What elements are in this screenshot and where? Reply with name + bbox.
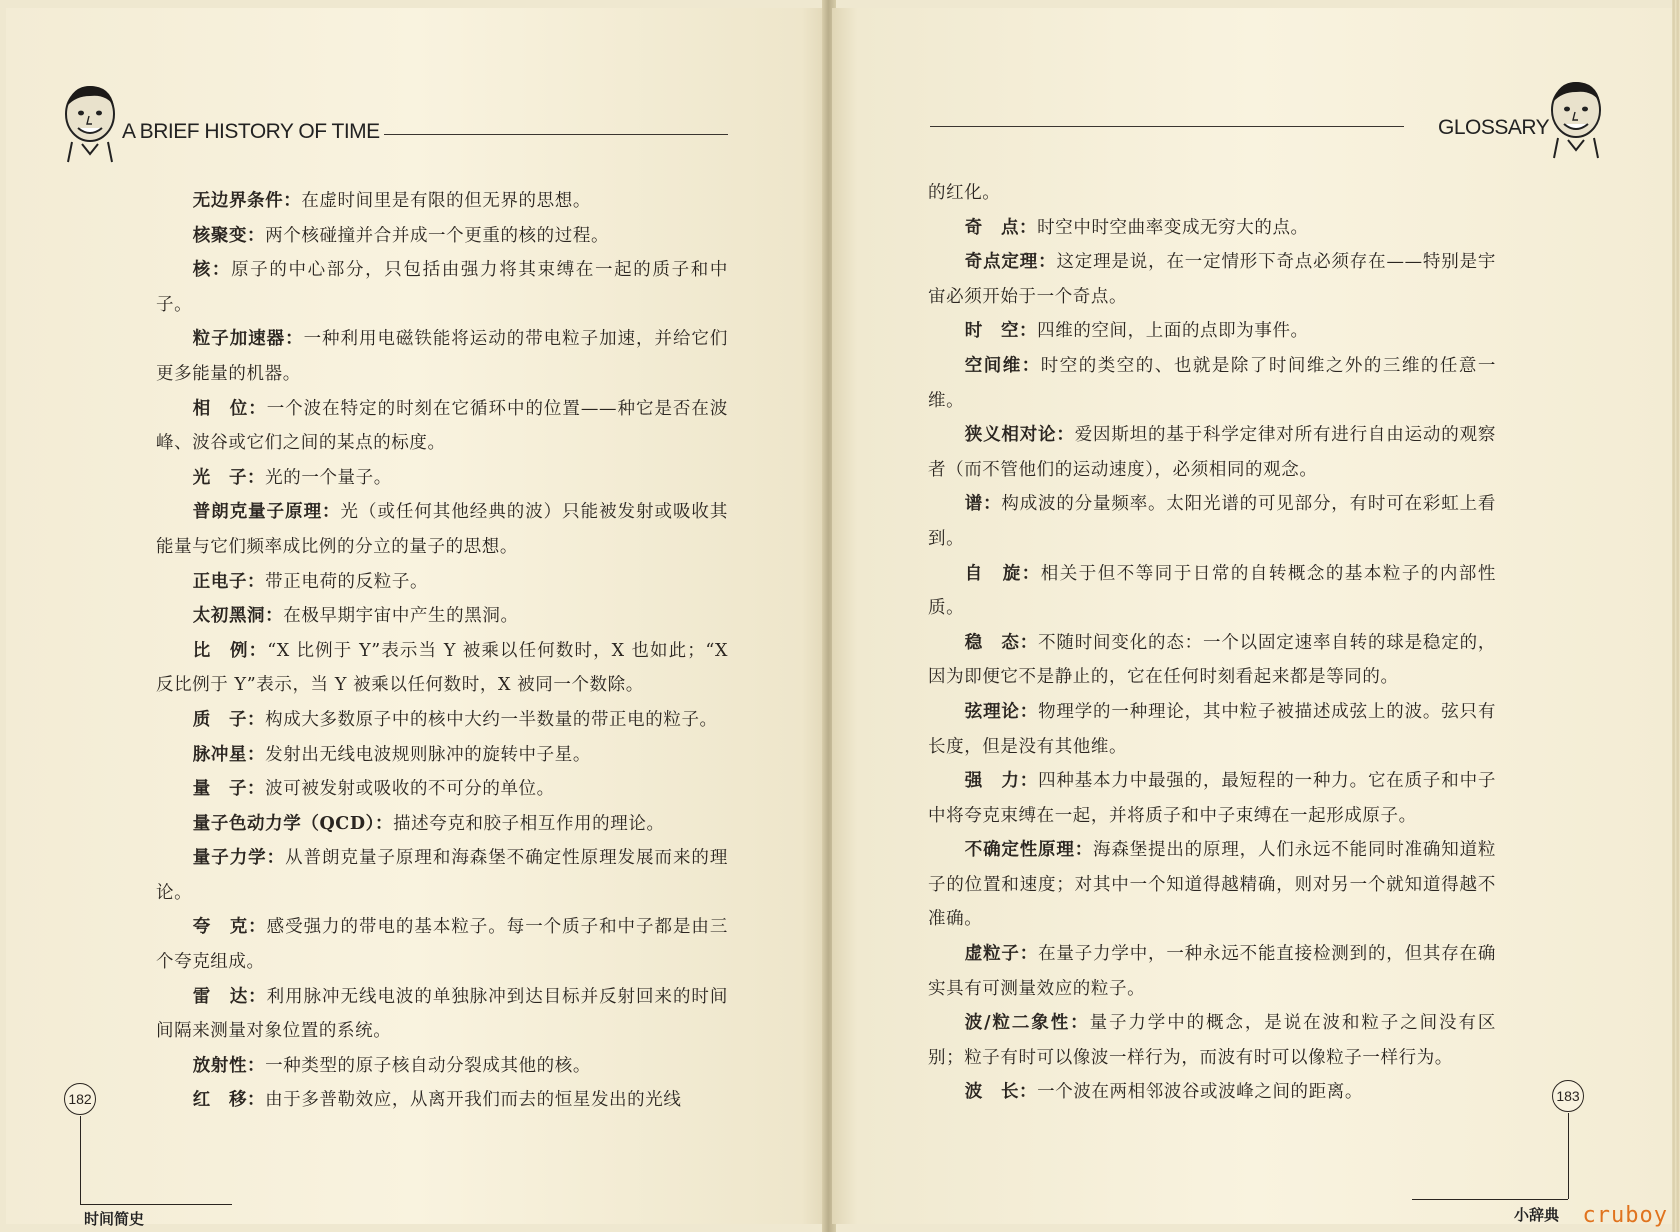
glossary-definition: 构成波的分量频率。太阳光谱的可见部分，有时可在彩虹上看到。 <box>928 494 1496 549</box>
glossary-definition: 利用脉冲无线电波的单独脉冲到达目标并反射回来的时间间隔来测量对象位置的系统。 <box>156 986 729 1042</box>
glossary-definition: 由于多普勒效应，从离开我们而去的恒星发出的光线 <box>265 1090 682 1111</box>
glossary-entry <box>156 980 728 1049</box>
glossary-term: 弦理论： <box>964 701 1039 722</box>
glossary-entry <box>156 461 728 496</box>
glossary-entry <box>156 738 728 773</box>
glossary-term: 光 子： <box>192 467 266 488</box>
glossary-entries-right <box>928 176 1496 1110</box>
footer-label: 小辞典 <box>1514 1206 1560 1224</box>
glossary-definition: 一种利用电磁铁能将运动的带电粒子加速，并给它们更多能量的机器。 <box>156 329 728 384</box>
glossary-term: 比 例： <box>192 640 268 661</box>
glossary-entry <box>928 349 1496 418</box>
author-portrait-icon <box>58 80 122 164</box>
glossary-definition: 不随时间变化的态：一个以固定速率自转的球是稳定的，因为即便它不是静止的，它在任何时刻看起来都是等同的。 <box>928 632 1496 688</box>
glossary-entry <box>928 211 1496 246</box>
header-rule <box>384 134 728 135</box>
glossary-definition: 从普朗克量子原理和海森堡不确定性原理发展而来的理论。 <box>156 848 729 903</box>
glossary-entry <box>928 937 1496 1006</box>
book-title: A BRIEF HISTORY OF TIME <box>122 120 380 143</box>
glossary-definition: 原子的中心部分，只包括由强力将其束缚在一起的质子和中子。 <box>156 260 728 315</box>
glossary-entry <box>156 703 728 738</box>
page-number: 182 <box>64 1083 96 1115</box>
glossary-term: 狭义相对论： <box>964 425 1075 446</box>
glossary-definition: 构成大多数原子中的核中大约一半数量的带正电的粒子。 <box>265 709 718 730</box>
glossary-definition: 物理学的一种理论，其中粒子被描述成弦上的波。弦只有长度，但是没有其他维。 <box>928 701 1496 757</box>
glossary-entry <box>928 626 1496 695</box>
glossary-entry <box>156 807 728 842</box>
glossary-term: 强 力： <box>964 771 1039 792</box>
glossary-term: 核聚变： <box>192 225 266 246</box>
glossary-definition: 爱因斯坦的基于科学定律对所有进行自由运动的观察者（而不管他们的运动速度），必须相同的观念。 <box>928 425 1496 480</box>
glossary-definition: 时空的类空的、也就是除了时间维之外的三维的任意一维。 <box>928 355 1496 411</box>
glossary-definition: 感受强力的带电的基本粒子。每一个质子和中子都是由三个夸克组成。 <box>156 917 729 973</box>
glossary-term: 奇 点： <box>964 217 1038 238</box>
page-number-line <box>80 1116 81 1204</box>
footer-rule <box>80 1204 232 1205</box>
glossary-definition: 两个核碰撞并合并成一个更重的核的过程。 <box>265 225 610 246</box>
glossary-term: 夸 克： <box>192 917 267 938</box>
glossary-term: 放射性： <box>192 1055 266 1076</box>
glossary-entry <box>156 1083 728 1118</box>
right-page <box>832 8 1674 1224</box>
page-number: 183 <box>1552 1080 1584 1112</box>
page-number-line <box>1568 1113 1569 1199</box>
glossary-definition: 相关于但不等同于日常的自转概念的基本粒子的内部性质。 <box>928 563 1496 619</box>
glossary-definition: 波可被发射或吸收的不可分的单位。 <box>265 779 555 800</box>
glossary-definition: 这定理是说，在一定情形下奇点必须存在——特别是宇宙必须开始于一个奇点。 <box>928 252 1497 307</box>
glossary-definition: 四维的空间，上面的点即为事件。 <box>1037 321 1309 342</box>
glossary-definition: 在量子力学中，一种永远不能直接检测到的，但其存在确实具有可测量效应的粒子。 <box>928 944 1496 999</box>
glossary-term: 质 子： <box>192 709 266 730</box>
glossary-term: 脉冲星： <box>192 744 266 765</box>
glossary-entry <box>156 565 728 600</box>
glossary-entry <box>928 245 1496 314</box>
glossary-term: 波/粒二象性： <box>964 1013 1090 1034</box>
glossary-entry <box>156 322 728 391</box>
glossary-entry <box>156 910 728 979</box>
glossary-term: 红 移： <box>192 1090 266 1111</box>
footer-rule <box>1412 1199 1568 1200</box>
glossary-title: GLOSSARY <box>1438 116 1550 139</box>
left-page <box>6 8 826 1228</box>
glossary-entry <box>156 392 728 461</box>
glossary-definition: 时空中时空曲率变成无穷大的点。 <box>1037 217 1309 238</box>
glossary-term: 量子色动力学（QCD）： <box>192 813 394 834</box>
glossary-definition: 一个波在特定的时刻在它循环中的位置——种它是否在波峰、波谷或它们之间的某点的标度。 <box>156 398 728 454</box>
glossary-term: 太初黑洞： <box>192 606 284 627</box>
glossary-entry <box>928 487 1496 556</box>
glossary-definition: 海森堡提出的原理，人们永远不能同时准确知道粒子的位置和速度；对其中一个知道得越精确，则对另一个就知道得越不准确。 <box>928 840 1497 930</box>
glossary-definition: 一种类型的原子核自动分裂成其他的核。 <box>265 1055 591 1076</box>
glossary-entry <box>928 695 1496 764</box>
glossary-entry <box>928 557 1496 626</box>
glossary-term: 空间维： <box>964 355 1041 376</box>
footer-label: 时间简史 <box>84 1210 145 1228</box>
glossary-term: 自 旋： <box>964 563 1041 584</box>
author-portrait-icon <box>1544 76 1608 160</box>
glossary-entry <box>156 599 728 634</box>
glossary-term: 谱： <box>964 494 1002 515</box>
glossary-entry <box>156 495 728 564</box>
glossary-term: 雷 达： <box>192 986 267 1007</box>
header-rule <box>930 126 1404 127</box>
glossary-entry <box>156 253 728 322</box>
glossary-term: 波 长： <box>964 1082 1038 1103</box>
glossary-term: 粒子加速器： <box>192 329 304 350</box>
glossary-term: 普朗克量子原理： <box>192 502 341 523</box>
watermark: cruboy <box>1582 1203 1668 1228</box>
glossary-entry <box>928 1006 1496 1075</box>
right-header <box>832 80 1674 170</box>
glossary-definition: 带正电荷的反粒子。 <box>265 571 429 592</box>
page-edge <box>1672 0 1680 1232</box>
glossary-entry <box>156 219 728 254</box>
glossary-entry <box>156 772 728 807</box>
glossary-term: 虚粒子： <box>964 944 1039 965</box>
glossary-entry <box>928 1075 1496 1110</box>
glossary-definition: 在极早期宇宙中产生的黑洞。 <box>283 606 519 627</box>
glossary-definition: “X 比例于 Y”表示当 Y 被乘以任何数时，X 也如此；“X 反比例于 Y”表示，当 Y 被乘以任何数时，X 被同一个数除。 <box>156 640 729 696</box>
glossary-term: 核： <box>192 260 232 281</box>
glossary-entry <box>156 841 728 910</box>
glossary-entry <box>928 764 1496 833</box>
glossary-entry <box>156 1049 728 1084</box>
glossary-definition: 在虚时间里是有限的但无界的思想。 <box>301 191 591 211</box>
glossary-entry <box>928 314 1496 349</box>
glossary-entry <box>156 184 728 219</box>
glossary-definition: 量子力学中的概念，是说在波和粒子之间没有区别；粒子有时可以像波一样行为，而波有时可以像粒子一样行为。 <box>928 1013 1496 1068</box>
glossary-term: 相 位： <box>192 398 267 419</box>
glossary-definition: 光（或任何其他经典的波）只能被发射或吸收其能量与它们频率成比例的分立的量子的思想。 <box>156 502 728 557</box>
glossary-definition: 光的一个量子。 <box>265 467 392 488</box>
glossary-entries-left <box>156 184 728 1118</box>
glossary-definition: 发射出无线电波规则脉冲的旋转中子星。 <box>265 744 591 765</box>
glossary-term: 不确定性原理： <box>964 840 1094 861</box>
left-header <box>6 80 826 170</box>
glossary-term: 奇点定理： <box>964 252 1057 273</box>
glossary-continuation: 的红化。 <box>928 183 1001 203</box>
glossary-term: 正电子： <box>192 571 266 592</box>
glossary-entry <box>156 634 728 703</box>
glossary-definition: 一个波在两相邻波谷或波峰之间的距离。 <box>1037 1082 1363 1103</box>
glossary-term: 量子力学： <box>192 848 286 869</box>
glossary-entry <box>928 418 1496 487</box>
glossary-entry <box>928 833 1496 937</box>
glossary-definition: 四种基本力中最强的，最短程的一种力。它在质子和中子中将夸克束缚在一起，并将质子和中子束缚在一起形成原子。 <box>928 771 1496 826</box>
glossary-term: 稳 态： <box>964 632 1039 653</box>
glossary-term: 量 子： <box>192 779 266 800</box>
glossary-term: 无边界条件： <box>192 191 302 211</box>
glossary-term: 时 空： <box>964 321 1038 342</box>
glossary-definition: 描述夸克和胶子相互作用的理论。 <box>393 813 665 834</box>
